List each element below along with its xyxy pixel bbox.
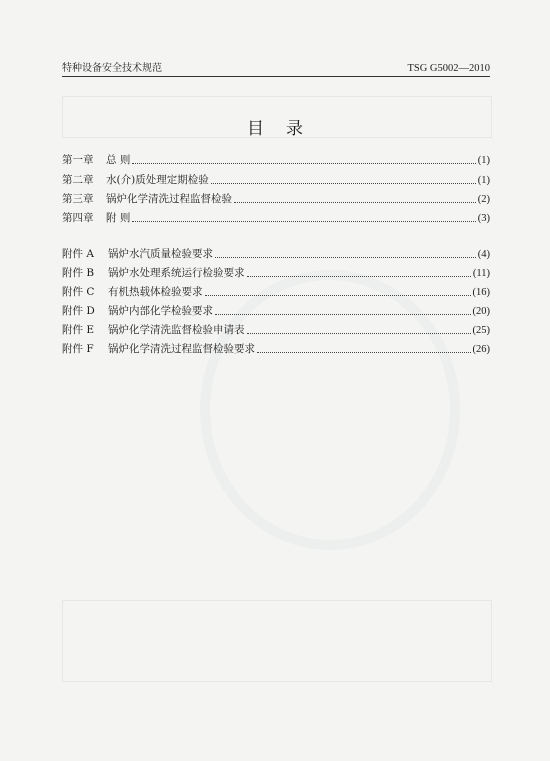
toc-entry-text: 锅炉内部化学检验要求 [108,305,213,317]
toc-entry-page: (4) [477,249,490,260]
toc-entry-page: (16) [472,287,490,298]
toc-title: 目录 [247,119,325,139]
toc-entry-page: (1) [477,155,490,166]
toc-entry-text: 锅炉水汽质量检验要求 [108,248,213,260]
leader-dots [215,306,471,315]
toc-entry-label: 附件 B [62,267,95,279]
leader-dots [205,287,471,296]
leader-dots [211,175,476,184]
toc-entry-text: 锅炉化学清洗过程监督检验要求 [108,343,255,355]
leader-dots [132,155,475,164]
header-series-title: 特种设备安全技术规范 [62,63,162,74]
leader-dots [132,213,475,222]
toc-entry-label: 附件 D [62,305,95,317]
toc-entry-page: (2) [477,194,490,205]
toc-entry-page: (25) [472,325,490,336]
toc-entry-page: (3) [477,213,490,224]
toc-entry-chapter-4[interactable] [62,210,490,226]
leader-dots [257,344,471,353]
header-standard-code: TSG G5002—2010 [407,63,490,74]
toc-entry-appendix-e[interactable] [62,322,490,338]
leader-dots [234,194,476,203]
toc-entry-label: 第一章 [62,154,94,166]
toc-entry-appendix-c[interactable] [62,284,490,300]
toc-entry-label: 第四章 [62,212,94,224]
toc-entry-label: 第二章 [62,174,94,186]
toc-entry-label: 第三章 [62,193,94,205]
toc-entry-chapter-3[interactable] [62,191,490,207]
running-header [62,58,490,74]
toc-entry-chapter-2[interactable] [62,172,490,188]
toc-entry-text: 有机热载体检验要求 [108,286,203,298]
toc-entry-label: 附件 C [62,286,95,298]
toc-entry-appendix-b[interactable] [62,265,490,281]
toc-entry-text: 水(介)质处理定期检验 [106,174,209,186]
toc-entry-label: 附件 F [62,343,94,355]
toc-entry-page: (20) [472,306,490,317]
background-trace [62,600,492,682]
toc-entry-appendix-f[interactable] [62,341,490,357]
toc-entry-text: 锅炉化学清洗过程监督检验 [106,193,232,205]
toc-entry-text: 锅炉化学清洗监督检验申请表 [108,324,245,336]
toc-entry-text: 总 则 [106,154,131,166]
toc-entry-chapter-1[interactable] [62,152,490,168]
leader-dots [247,325,471,334]
toc-entry-page: (1) [477,175,490,186]
toc-entry-label: 附件 A [62,248,94,260]
toc-entry-page: (26) [472,344,490,355]
toc-entry-appendix-a[interactable] [62,246,490,262]
toc-entry-text: 附 则 [106,212,131,224]
toc-entry-text: 锅炉水处理系统运行检验要求 [108,267,245,279]
toc-entry-appendix-d[interactable] [62,303,490,319]
toc-entry-label: 附件 E [62,324,95,336]
header-rule [62,76,490,77]
toc-entry-page: (11) [472,268,490,279]
leader-dots [215,249,476,258]
leader-dots [247,268,471,277]
